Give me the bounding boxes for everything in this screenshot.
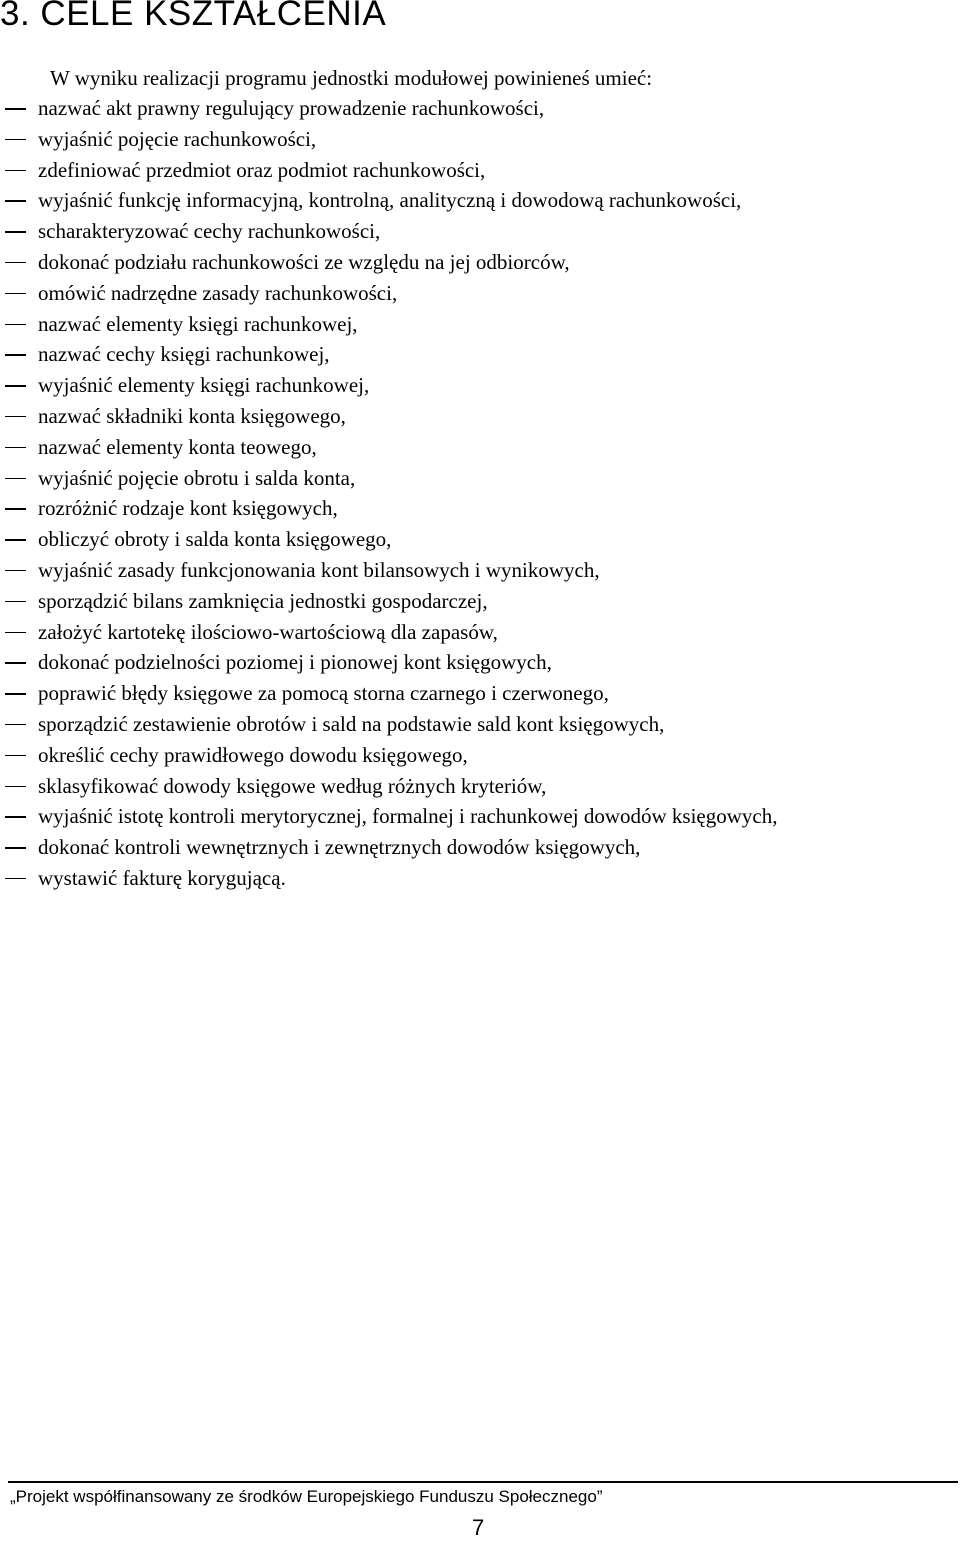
list-item-text: sporządzić bilans zamknięcia jednostki gospodarczej,: [38, 588, 488, 613]
list-item-text: scharakteryzować cechy rachunkowości,: [38, 219, 381, 244]
dash-bullet-icon: [5, 478, 26, 480]
list-item-text: określić cechy prawidłowego dowodu księgowego,: [38, 742, 468, 767]
list-item-text: wystawić fakturę korygującą.: [38, 865, 286, 890]
list-item-text: wyjaśnić istotę kontroli merytorycznej, formalnej i rachunkowej dowodów księgowych,: [38, 804, 778, 829]
dash-bullet-icon: [5, 570, 26, 572]
section-heading: 3. CELE KSZTAŁCENIA: [0, 0, 387, 33]
list-item-text: nazwać elementy konta teowego,: [38, 434, 317, 459]
list-item-text: wyjaśnić pojęcie rachunkowości,: [38, 126, 317, 151]
dash-bullet-icon: [5, 847, 26, 849]
list-item-text: wyjaśnić zasady funkcjonowania kont bilansowych i wynikowych,: [38, 557, 600, 582]
list-item-text: wyjaśnić pojęcie obrotu i salda konta,: [38, 465, 356, 490]
list-item-text: wyjaśnić elementy księgi rachunkowej,: [38, 373, 370, 398]
list-item-text: zdefiniować przedmiot oraz podmiot rachunkowości,: [38, 157, 486, 182]
dash-bullet-icon: [5, 385, 26, 387]
dash-bullet-icon: [5, 231, 26, 233]
list-item-text: założyć kartotekę ilościowo-wartościową dla zapasów,: [38, 619, 498, 644]
list-item-text: nazwać cechy księgi rachunkowej,: [38, 342, 330, 367]
list-item-text: nazwać elementy księgi rachunkowej,: [38, 311, 358, 336]
dash-bullet-icon: [5, 816, 26, 818]
dash-bullet-icon: [5, 693, 26, 695]
dash-bullet-icon: [5, 354, 26, 356]
list-item-text: dokonać podziału rachunkowości ze względu na jej odbiorców,: [38, 249, 570, 274]
list-item-text: wyjaśnić funkcję informacyjną, kontrolną, analityczną i dowodową rachunkowości,: [38, 188, 742, 213]
dash-bullet-icon: [5, 200, 26, 202]
page-number: 7: [472, 1515, 485, 1540]
dash-bullet-icon: [5, 755, 26, 757]
dash-bullet-icon: [5, 262, 26, 264]
list-item-text: poprawić błędy księgowe za pomocą storna czarnego i czerwonego,: [38, 681, 609, 706]
dash-bullet-icon: [5, 416, 26, 418]
dash-bullet-icon: [5, 662, 26, 664]
list-item-text: sporządzić zestawienie obrotów i sald na podstawie sald kont księgowych,: [38, 711, 665, 736]
list-item-text: dokonać podzielności poziomej i pionowej kont księgowych,: [38, 650, 552, 675]
list-item-text: obliczyć obroty i salda konta księgowego,: [38, 527, 392, 552]
dash-bullet-icon: [5, 786, 26, 788]
footer-text: „Projekt współfinansowany ze środków Europejskiego Funduszu Społecznego”: [10, 1487, 603, 1506]
list-item-text: omówić nadrzędne zasady rachunkowości,: [38, 280, 398, 305]
dash-bullet-icon: [5, 878, 26, 880]
dash-bullet-icon: [5, 324, 26, 326]
footer-divider: [8, 1481, 958, 1483]
intro-text: W wyniku realizacji programu jednostki modułowej powinieneś umieć:: [50, 66, 653, 90]
dash-bullet-icon: [5, 508, 26, 510]
list-item-text: rozróżnić rodzaje kont księgowych,: [38, 496, 338, 521]
dash-bullet-icon: [5, 139, 26, 141]
dash-bullet-icon: [5, 632, 26, 634]
list-item-text: nazwać akt prawny regulujący prowadzenie rachunkowości,: [38, 96, 545, 120]
dash-bullet-icon: [5, 601, 26, 603]
list-item-text: sklasyfikować dowody księgowe według różnych kryteriów,: [38, 773, 547, 798]
dash-bullet-icon: [5, 293, 26, 295]
list-item-text: nazwać składniki konta księgowego,: [38, 403, 346, 428]
dash-bullet-icon: [5, 170, 26, 172]
list-item-text: dokonać kontroli wewnętrznych i zewnętrznych dowodów księgowych,: [38, 835, 641, 860]
dash-bullet-icon: [5, 724, 26, 726]
dash-bullet-icon: [5, 447, 26, 449]
dash-bullet-icon: [5, 539, 26, 541]
dash-bullet-icon: [5, 108, 26, 110]
